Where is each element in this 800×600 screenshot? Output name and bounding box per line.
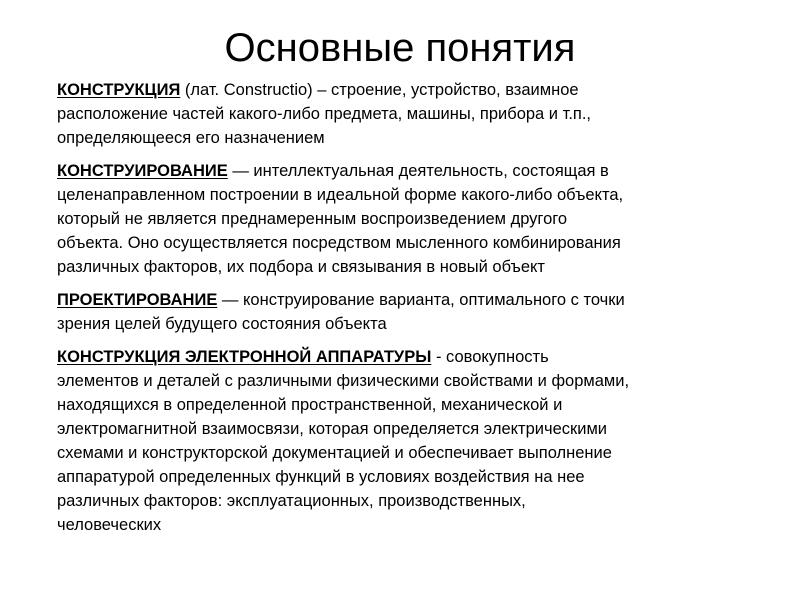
- definition-line: который не является преднамеренным воспроизведением другого: [57, 210, 568, 228]
- definition-designing: [57, 159, 757, 279]
- definition-line: электромагнитной взаимосвязи, которая определяется электрическими: [57, 420, 608, 438]
- term-designing: КОНСТРУИРОВАНИЕ: [57, 162, 228, 180]
- definition-line: схемами и конструкторской документацией и обеспечивает выполнение: [57, 444, 612, 462]
- definitions-list: [57, 78, 757, 537]
- definition-text: (лат. Constructio) – строение, устройство, взаимное: [180, 81, 579, 99]
- definition-line: [57, 345, 757, 369]
- definition-line: зрения целей будущего состояния объекта: [57, 315, 387, 333]
- definition-line: [57, 159, 757, 183]
- definition-text: — интеллектуальная деятельность, состоящая в: [227, 162, 609, 180]
- definition-line: целенаправленном построении в идеальной форме какого-либо объекта,: [57, 186, 624, 204]
- definition-project-design: [57, 288, 757, 336]
- definition-construction: [57, 78, 757, 150]
- definition-line: элементов и деталей с различными физическими свойствами и формами,: [57, 372, 630, 390]
- slide-title: Основные понятия: [224, 26, 576, 70]
- definition-line: объекта. Оно осуществляется посредством мысленного комбинирования: [57, 234, 621, 252]
- definition-line: расположение частей какого-либо предмета, машины, прибора и т.п.,: [57, 105, 592, 123]
- definition-electronic-equipment-construction: [57, 345, 757, 537]
- definition-line: человеческих: [57, 516, 162, 534]
- term-project-design: ПРОЕКТИРОВАНИЕ: [57, 291, 218, 309]
- definition-text: - совокупность: [431, 348, 549, 366]
- definition-line: [57, 78, 757, 102]
- definition-line: определяющееся его назначением: [57, 129, 325, 147]
- term-construction: КОНСТРУКЦИЯ: [57, 81, 181, 99]
- definition-line: различных факторов, их подбора и связывания в новый объект: [57, 258, 545, 276]
- definition-line: аппаратурой определенных функций в условиях воздействия на нее: [57, 468, 585, 486]
- definition-line: находящихся в определенной пространственной, механической и: [57, 396, 563, 414]
- definition-line: [57, 288, 757, 312]
- definition-line: различных факторов: эксплуатационных, производственных,: [57, 492, 526, 510]
- term-electronic-equipment-construction: КОНСТРУКЦИЯ ЭЛЕКТРОННОЙ АППАРАТУРЫ: [57, 348, 432, 366]
- definition-text: — конструирование варианта, оптимального с точки: [217, 291, 625, 309]
